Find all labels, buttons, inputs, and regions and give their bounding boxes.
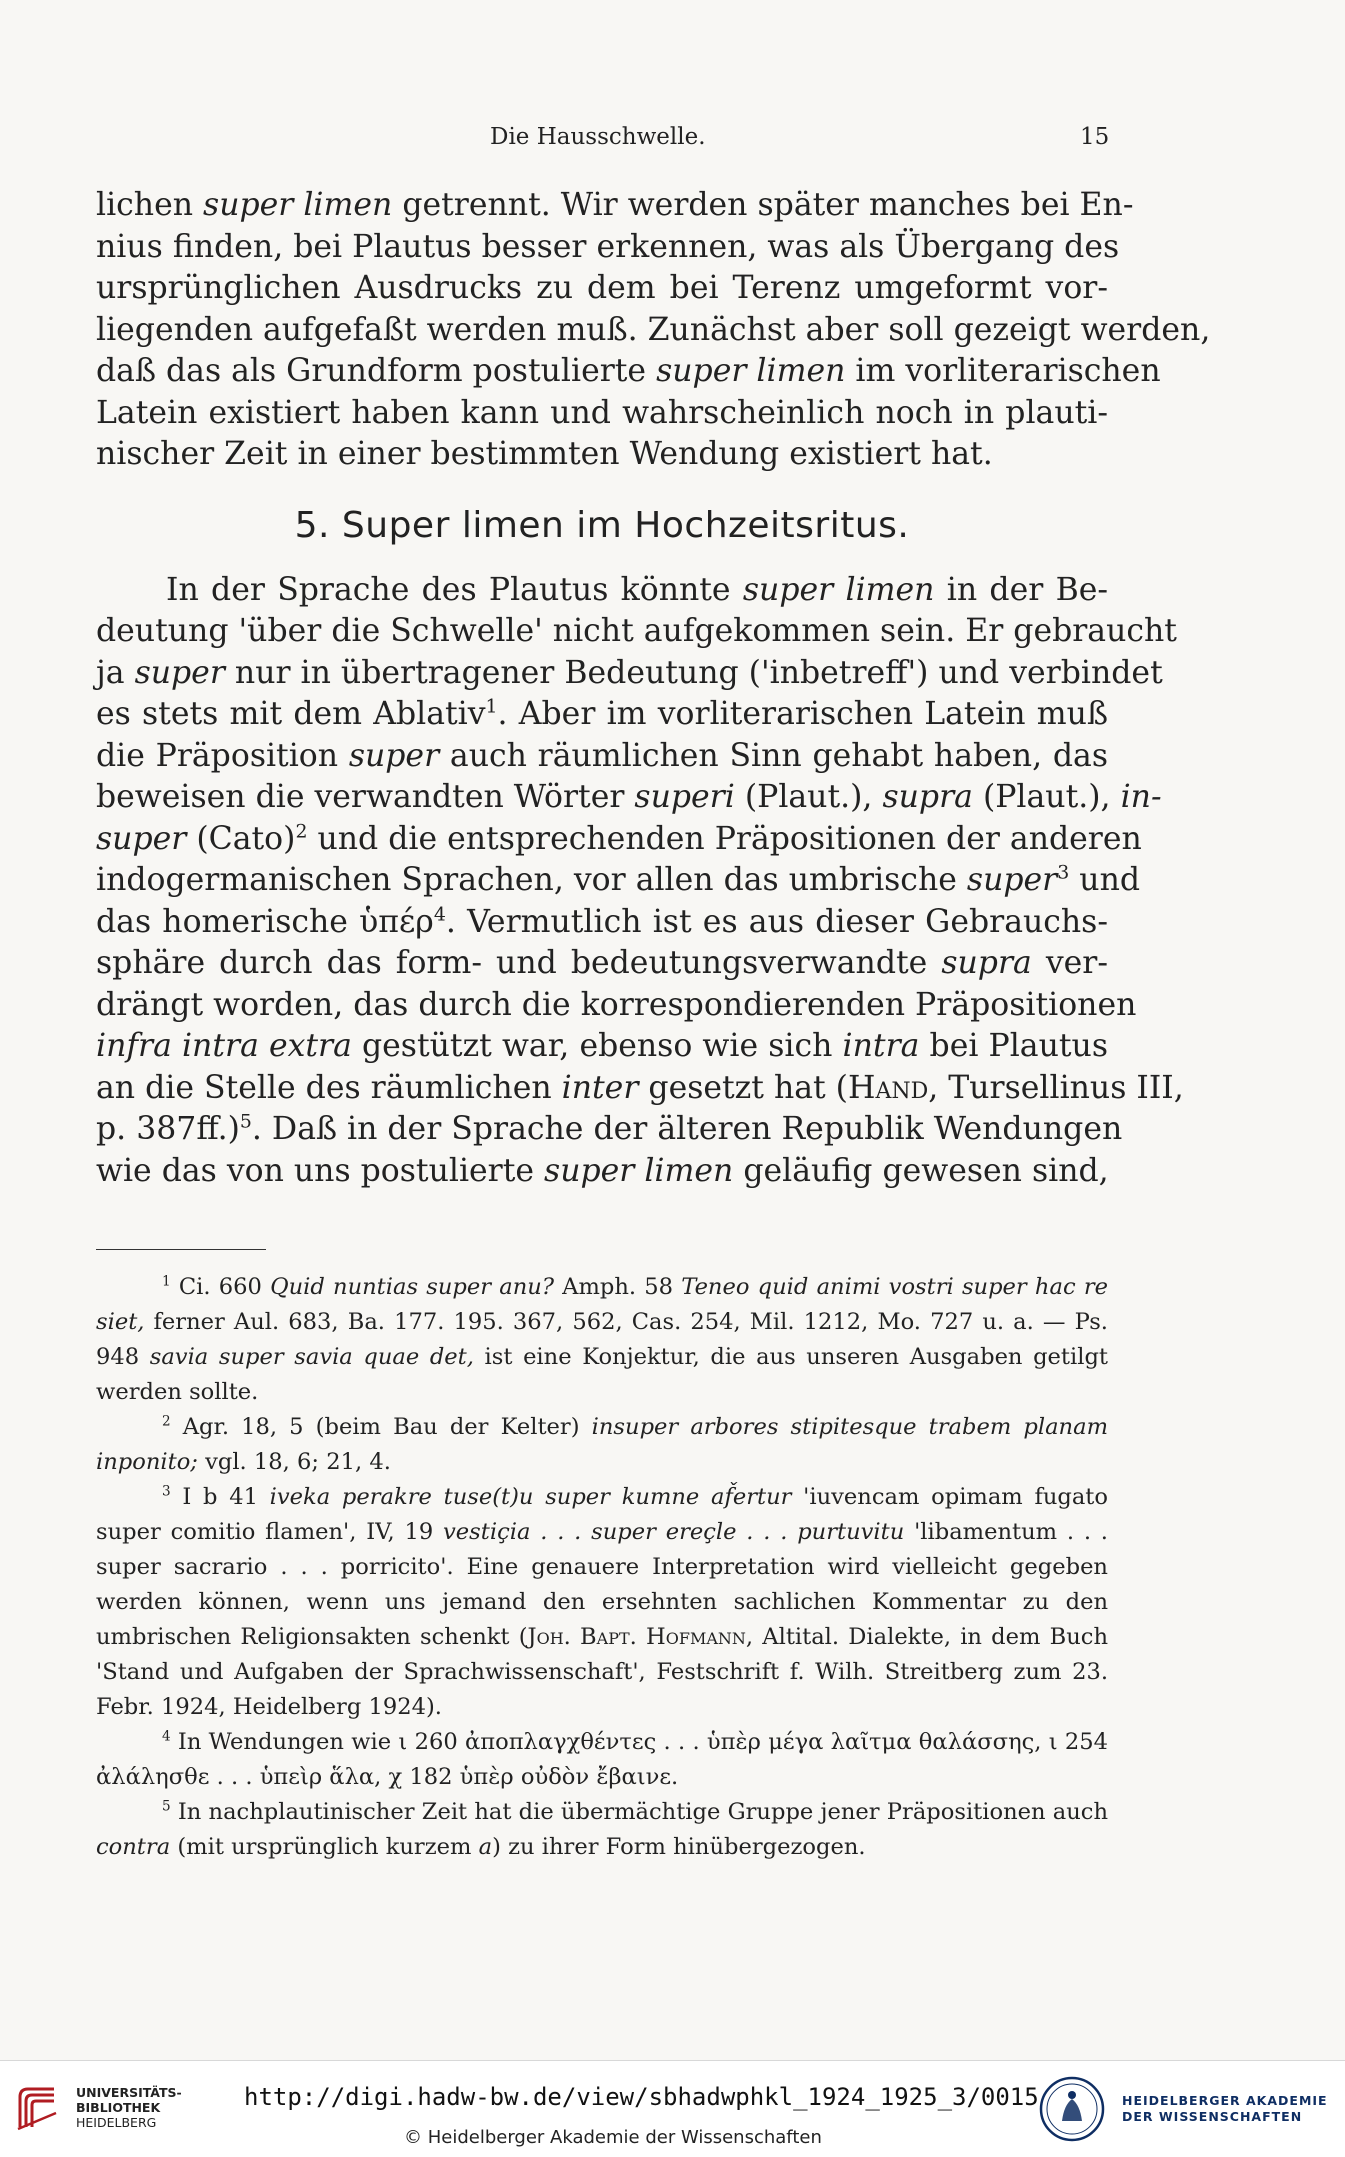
italic-term: supra [882,779,973,815]
section-heading: 5. Super limen im Hochzeitsritus. [294,504,910,546]
paragraph-1 [96,185,1211,476]
text-line: ja super nur in übertragener Bedeutung ('inbetreff') und verbindet [96,654,1163,691]
page-number: 15 [1080,124,1110,150]
paragraph-2 [96,570,1184,1193]
main-text [96,185,1211,1192]
italic-term: contra [96,1834,171,1860]
text-line: das homerische ὑπέρ$^4$. Vermutlich ist es aus dieser Gebrauchs- [96,903,1108,940]
italic-term: a [478,1834,493,1860]
text-line: Latein existiert haben kann und wahrscheinlich noch in plauti- [96,394,1108,431]
text-line: liegenden aufgefaßt werden muß. Zunächst aber soll gezeigt werden, [96,311,1211,348]
author-name: Hand [847,1069,929,1106]
library-name-line: BIBLIOTHEK [76,2100,161,2115]
italic-term: super [966,862,1058,898]
footnote-marker: 1 [162,1273,171,1290]
italic-term: intra [842,1028,920,1064]
text-line: super (Cato)$^2$ und die entsprechenden Präpositionen der anderen [96,820,1142,857]
italic-term: savia super savia quae det, [149,1344,474,1370]
italic-term: super [134,654,225,691]
footnote: $^3$ I b 41 iveka perakre tuse(t)u super kumne af̌ertur 'iuvencam opimam fugato super comitio flamen', IV, 19 vestiçia . . . super ereçle . . . purtuvitu 'libamentum . . . super sacrario . . . porricito'. Eine genauere Interpretation wird vielleicht gegeben werden können, wenn uns jemand den ersehnten sachlichen Kommentar zu den umbrischen Religionsakten schenkt (Joh. Bapt. Hofmann, Altital. Dialekte, in dem Buch 'Stand und Aufgaben der Sprachwissenschaft', Festschrift f. Wilh. Streitberg zum 23. Febr. 1924, Heidelberg 1924). [96,1483,1108,1720]
university-library-logo-icon [14,2083,60,2133]
italic-term: super [96,820,187,857]
footnote-marker: 5 [239,1110,252,1133]
italic-term: super limen [742,571,935,608]
running-head [0,124,1345,156]
footnote: $^4$ In Wendungen wie ι 260 ἀποπλαγχθέντες . . . ὑπὲρ μέγα λαῖτμα θαλάσσης, ι 254 ἀλάλησθε . . . ὑπεὶρ ἅλα, χ 182 ὑπὲρ οὐδὸν ἔβαινε. [96,1728,1108,1790]
text-line: die Präposition super auch räumlichen Sinn gehabt haben, das [96,737,1108,774]
text-line: wie das von uns postulierte super limen geläufig gewesen sind, [96,1152,1109,1189]
footnote-marker: 2 [162,1413,171,1430]
author-name: Joh. Bapt. Hofmann [527,1624,746,1650]
footnote-marker: 3 [162,1483,171,1500]
footnote: $^5$ In nachplautinischer Zeit hat die übermächtige Gruppe jener Präpositionen auch contra (mit ursprünglich kurzem a) zu ihrer Form hinübergezogen. [96,1798,1108,1860]
footnote: $^2$ Agr. 18, 5 (beim Bau der Kelter) insuper arbores stipitesque trabem planam inponito; vgl. 18, 6; 21, 4. [96,1413,1108,1475]
academy-seal-icon [1038,2075,1106,2143]
footnote-marker: 3 [1057,861,1070,884]
italic-term: superi [634,779,735,815]
text-line: sphäre durch das form- und bedeutungsverwandte supra ver- [96,945,1109,981]
text-line: beweisen die verwandten Wörter superi (Plaut.), supra (Plaut.), in- [96,779,1162,815]
text-line: deutung 'über die Schwelle' nicht aufgekommen sein. Er gebraucht [96,613,1177,649]
italic-term: super limen [203,187,393,223]
library-name [76,2085,182,2130]
italic-term: in- [1120,779,1162,815]
footnote-rule [96,1249,266,1250]
footnote-marker: 1 [485,695,498,718]
text-line: lichen super limen getrennt. Wir werden später manches bei En- [96,187,1134,223]
text-line: infra intra extra gestützt war, ebenso wie sich intra bei Plautus [96,1028,1108,1064]
italic-term: super limen [544,1152,734,1189]
text-line: an die Stelle des räumlichen inter gesetzt hat (Hand, Tursellinus III, [96,1069,1184,1106]
italic-term: insuper arbores stipitesque trabem planam inponito; [96,1414,1108,1475]
text-line: daß das als Grundform postulierte super limen im vorliterarischen [96,353,1161,389]
academy-name-line: DER WISSENSCHAFTEN [1122,2109,1303,2124]
academy-name [1122,2093,1328,2125]
italic-term: Quid nuntias super anu? [270,1274,554,1300]
text-line: indogermanischen Sprachen, vor allen das umbrische super$^3$ und [96,861,1141,898]
text-line: p. 387ff.)$^5$. Daß in der Sprache der älteren Republik Wendungen [96,1110,1123,1147]
text-line: ursprünglichen Ausdrucks zu dem bei Terenz umgeformt vor- [96,270,1108,306]
running-title: Die Hausschwelle. [490,124,706,150]
footnote: $^1$ Ci. 660 Quid nuntias super anu? Amph. 58 Teneo quid animi vostri super hac re siet, ferner Aul. 683, Ba. 177. 195. 367, 562, Cas. 254, Mil. 1212, Mo. 727 u. a. — Ps. 948 savia super savia quae det, ist eine Konjektur, die aus unseren Ausgaben getilgt werden sollte. [96,1273,1109,1405]
library-name-line: HEIDELBERG [76,2115,157,2130]
footnote-marker: 4 [162,1728,171,1745]
italic-term: super [348,737,440,774]
footnote-marker: 2 [295,820,308,842]
italic-term: super limen [656,353,846,389]
text-line: In der Sprache des Plautus könnte super limen in der Be- [166,571,1109,608]
italic-term: Teneo quid animi vostri super hac re siet, [96,1274,1108,1335]
italic-term: vestiçia . . . super ereçle . . . purtuvitu [443,1519,905,1545]
text-line: nischer Zeit in einer bestimmten Wendung existiert hat. [96,436,993,472]
text-line: nius finden, bei Plautus besser erkennen, was als Übergang des [96,228,1120,265]
text-line: es stets mit dem Ablativ$^1$. Aber im vorliterarischen Latein muß [96,695,1108,732]
text-line: drängt worden, das durch die korrespondierenden Präpositionen [96,986,1137,1023]
academy-name-line: HEIDELBERGER AKADEMIE [1122,2093,1328,2108]
copyright-notice: © Heidelberger Akademie der Wissenschaften [404,2127,822,2148]
italic-term: inter [561,1069,639,1106]
italic-term: iveka perakre tuse(t)u super kumne af̌ertur [269,1484,792,1510]
italic-term: supra [941,945,1032,981]
footnote-marker: 4 [433,903,446,925]
permalink-url[interactable]: http://digi.hadw-bw.de/view/sbhadwphkl_1924_1925_3/0015 [244,2083,1039,2111]
library-name-line: UNIVERSITÄTS- [76,2085,182,2100]
viewer-footer [0,2060,1345,2157]
italic-term: infra intra extra [96,1028,352,1064]
footnotes [96,1270,1108,1865]
footnote-marker: 5 [162,1798,171,1815]
